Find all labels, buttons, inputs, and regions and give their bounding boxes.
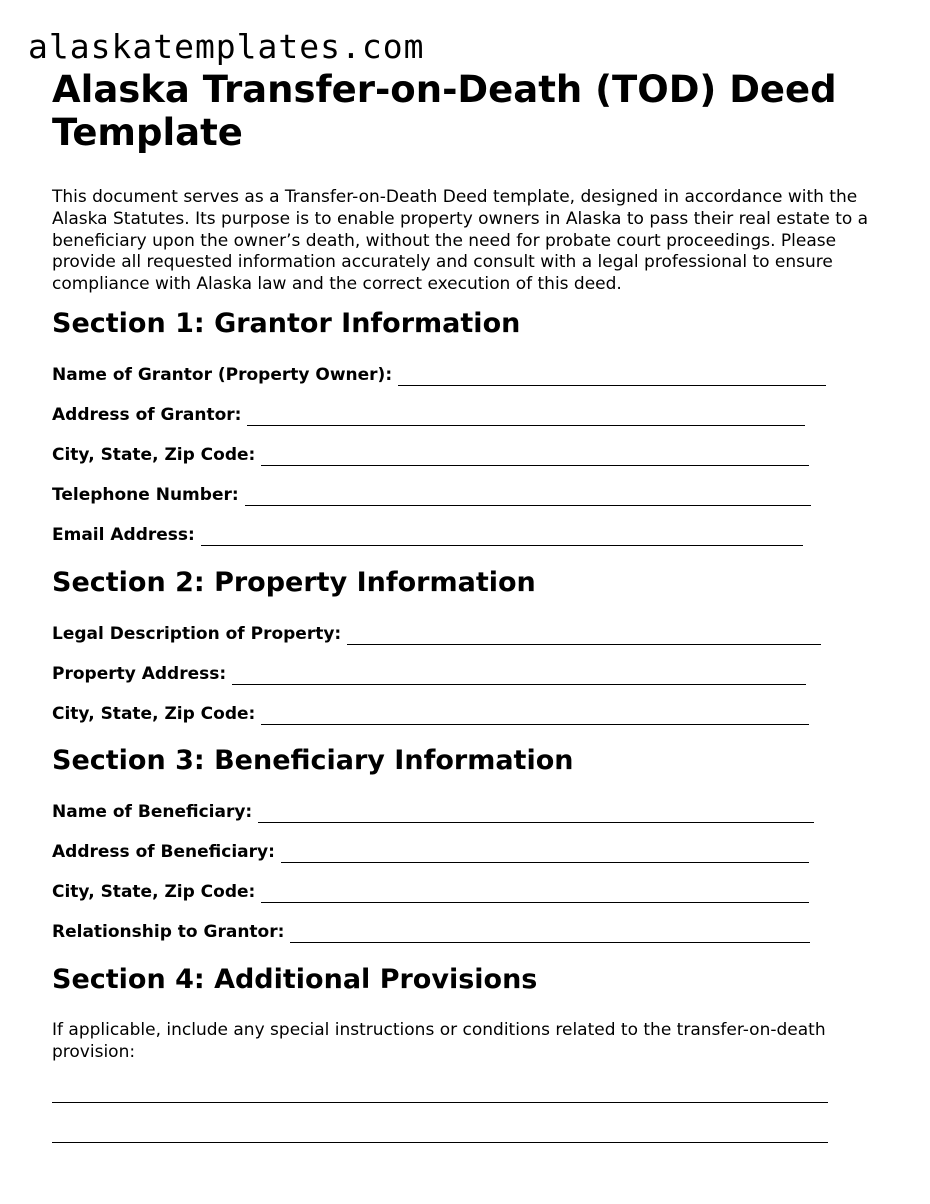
section-beneficiary: [52, 745, 573, 777]
beneficiary-address-input[interactable]: [281, 845, 809, 863]
property-city-state-zip-input[interactable]: [261, 707, 809, 725]
field-label: City, State, Zip Code:: [52, 882, 256, 902]
provisions-instructions: If applicable, include any special instructions or conditions related to the transfer-on-death provision:: [52, 1020, 826, 1062]
grantor-telephone-input[interactable]: [245, 488, 811, 506]
grantor-address-input[interactable]: [247, 408, 805, 426]
section-heading: Section 1: Grantor Information: [52, 308, 521, 339]
intro-paragraph: This document serves as a Transfer-on-Death Deed template, designed in accordance with the Alaska Statutes. Its purpose is to enable property owners in Alaska to pass their real estate to a beneficiary upon the owner’s death, without the need for probate court proceedings. Please provide all requested information accurately and consult with a legal professional to ensure compliance with Alaska law and the correct execution of this deed.: [52, 187, 869, 295]
additional-provisions-text: [52, 1020, 892, 1064]
field-grantor-address[interactable]: [52, 404, 805, 426]
field-label: Relationship to Grantor:: [52, 922, 285, 942]
field-label: Address of Grantor:: [52, 405, 242, 425]
field-beneficiary-relationship[interactable]: [52, 921, 810, 943]
grantor-name-input[interactable]: [398, 368, 826, 386]
field-label: Name of Grantor (Property Owner):: [52, 365, 393, 385]
field-label: City, State, Zip Code:: [52, 445, 256, 465]
section-grantor: [52, 308, 520, 340]
field-label: Email Address:: [52, 525, 195, 545]
field-grantor-email[interactable]: [52, 524, 803, 546]
section-heading: Section 3: Beneficiary Information: [52, 745, 574, 776]
field-label: Property Address:: [52, 664, 227, 684]
section-heading: Section 4: Additional Provisions: [52, 964, 538, 995]
site-watermark: alaskatemplates.com: [28, 27, 425, 66]
beneficiary-name-input[interactable]: [258, 805, 814, 823]
field-grantor-telephone[interactable]: [52, 484, 811, 506]
provisions-line-2[interactable]: [52, 1142, 828, 1143]
field-beneficiary-address[interactable]: [52, 841, 809, 863]
field-label: Telephone Number:: [52, 485, 239, 505]
provisions-input-line[interactable]: [52, 1142, 828, 1143]
field-property-address[interactable]: [52, 663, 806, 685]
field-grantor-name[interactable]: [52, 364, 826, 386]
beneficiary-city-state-zip-input[interactable]: [261, 885, 809, 903]
field-label: Name of Beneficiary:: [52, 802, 253, 822]
field-grantor-city-state-zip[interactable]: [52, 444, 809, 466]
provisions-input-line[interactable]: [52, 1102, 828, 1103]
section-property: [52, 567, 536, 599]
property-address-input[interactable]: [232, 667, 806, 685]
field-property-legal-description[interactable]: [52, 623, 821, 645]
grantor-city-state-zip-input[interactable]: [261, 448, 809, 466]
section-heading: Section 2: Property Information: [52, 567, 536, 598]
property-legal-description-input[interactable]: [347, 627, 821, 645]
field-beneficiary-city-state-zip[interactable]: [52, 881, 809, 903]
provisions-line-1[interactable]: [52, 1102, 828, 1103]
field-label: Address of Beneficiary:: [52, 842, 275, 862]
field-label: City, State, Zip Code:: [52, 704, 256, 724]
field-beneficiary-name[interactable]: [52, 801, 814, 823]
field-label: Legal Description of Property:: [52, 624, 342, 644]
section-additional-provisions: [52, 964, 537, 996]
document-body: [52, 68, 892, 1062]
field-property-city-state-zip[interactable]: [52, 703, 809, 725]
grantor-email-input[interactable]: [201, 528, 803, 546]
beneficiary-relationship-input[interactable]: [290, 925, 810, 943]
document-title: Alaska Transfer-on-Death (TOD) Deed Template: [52, 68, 837, 154]
